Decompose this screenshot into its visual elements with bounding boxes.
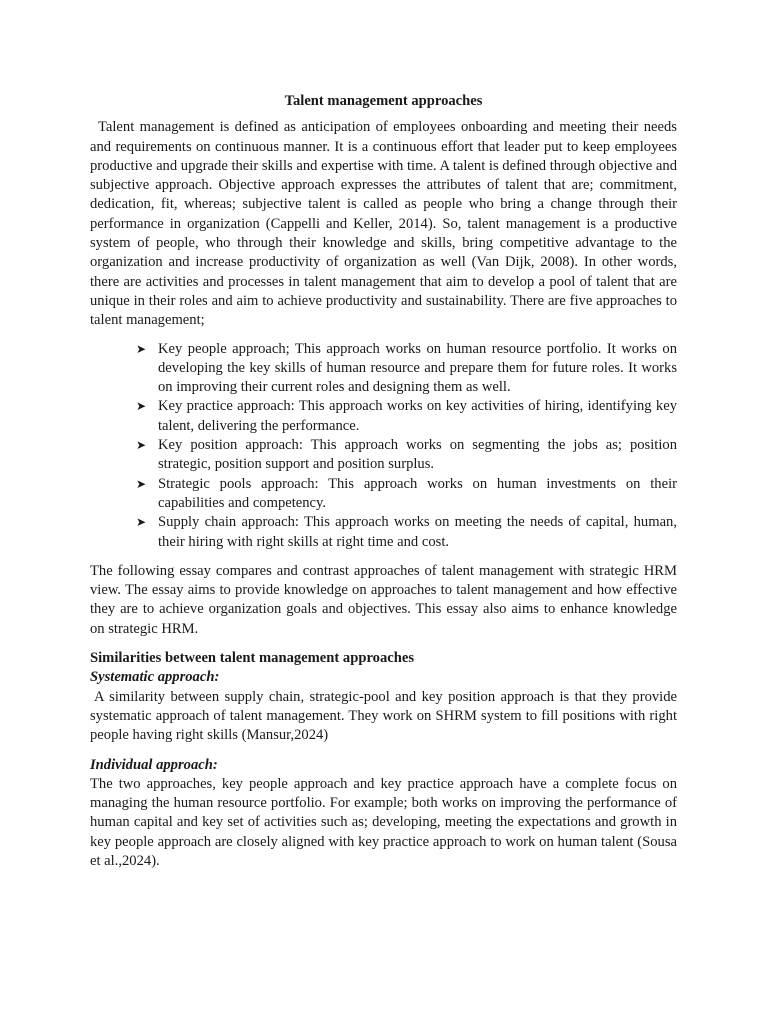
list-item: [136, 513, 677, 552]
list-item: [136, 397, 677, 436]
approach-text: Supply chain approach: This approach works on meeting the needs of capital, human, their hiring with right skills at right time and cost.: [158, 514, 677, 550]
arrow-bullet-icon: ➤: [136, 476, 147, 491]
document-title: Talent management approaches: [284, 93, 483, 109]
arrow-bullet-icon: ➤: [136, 341, 147, 356]
list-item: [136, 436, 677, 475]
document-page: [90, 92, 677, 871]
arrow-bullet-icon: ➤: [136, 438, 147, 453]
individual-heading: Individual approach:: [90, 756, 218, 773]
individual-paragraph: The two approaches, key people approach and key practice approach have a complete focus on managing the human resource portfolio. For example; both works on improving the performance of human capital and key set of activities such as; developing, meeting the expectations and growth in key people approach are closely aligned with key practice approach to work on human talent (Sousa et al.,2024).: [90, 775, 677, 869]
approach-text: Key practice approach: This approach works on key activities of hiring, identifying key talent, delivering the performance.: [158, 398, 677, 434]
list-item: [136, 475, 677, 514]
spacer: [90, 746, 677, 756]
approaches-list: [90, 340, 677, 552]
arrow-bullet-icon: ➤: [136, 399, 147, 414]
similarities-heading: Similarities between talent management approaches: [90, 650, 414, 667]
systematic-heading: Systematic approach:: [90, 669, 220, 686]
approach-text: Strategic pools approach: This approach works on human investments on their capabilities and competency.: [158, 475, 677, 511]
approach-text: Key people approach; This approach works on human resource portfolio. It works on developing the key skills of human resource and prepare them for future roles. It works on improving their current roles and designing them as well.: [158, 340, 677, 396]
systematic-paragraph: A similarity between supply chain, strategic-pool and key position approach is that they provide systematic approach of talent management. They work on SHRM system to fill positions with right people having right skills (Mansur,2024): [90, 688, 677, 744]
arrow-bullet-icon: ➤: [136, 515, 147, 530]
intro-paragraph: Talent management is defined as anticipation of employees onboarding and meeting their needs and requirements on continuous manner. It is a continuous effort that leader put to keep employees productive and upgrade their skills and expertise with time. A talent is defined through objective and subjective approach. Objective approach expresses the attributes of talent that are; commitment, dedication, fit, whereas; subjective talent is called as people who bring a change through their performance in organization (Cappelli and Keller, 2014). So, talent management is a productive system of people, who through their knowledge and skills, bring competitive advantage to the organization and increase productivity of organization as well (Van Dijk, 2008). In other words, there are activities and processes in talent management that aim to develop a pool of talent that are unique in their roles and aim to achieve productivity and sustainability. There are five approaches to talent management;: [90, 119, 677, 329]
list-item: [136, 340, 677, 398]
approach-text: Key position approach: This approach works on segmenting the jobs as; position strategic, position support and position surplus.: [158, 437, 677, 473]
essay-paragraph: The following essay compares and contrast approaches of talent management with strategic HRM view. The essay aims to provide knowledge on approaches to talent management and how effective they are to achieve organization goals and objectives. This essay also aims to enhance knowledge on strategic HRM.: [90, 562, 677, 637]
